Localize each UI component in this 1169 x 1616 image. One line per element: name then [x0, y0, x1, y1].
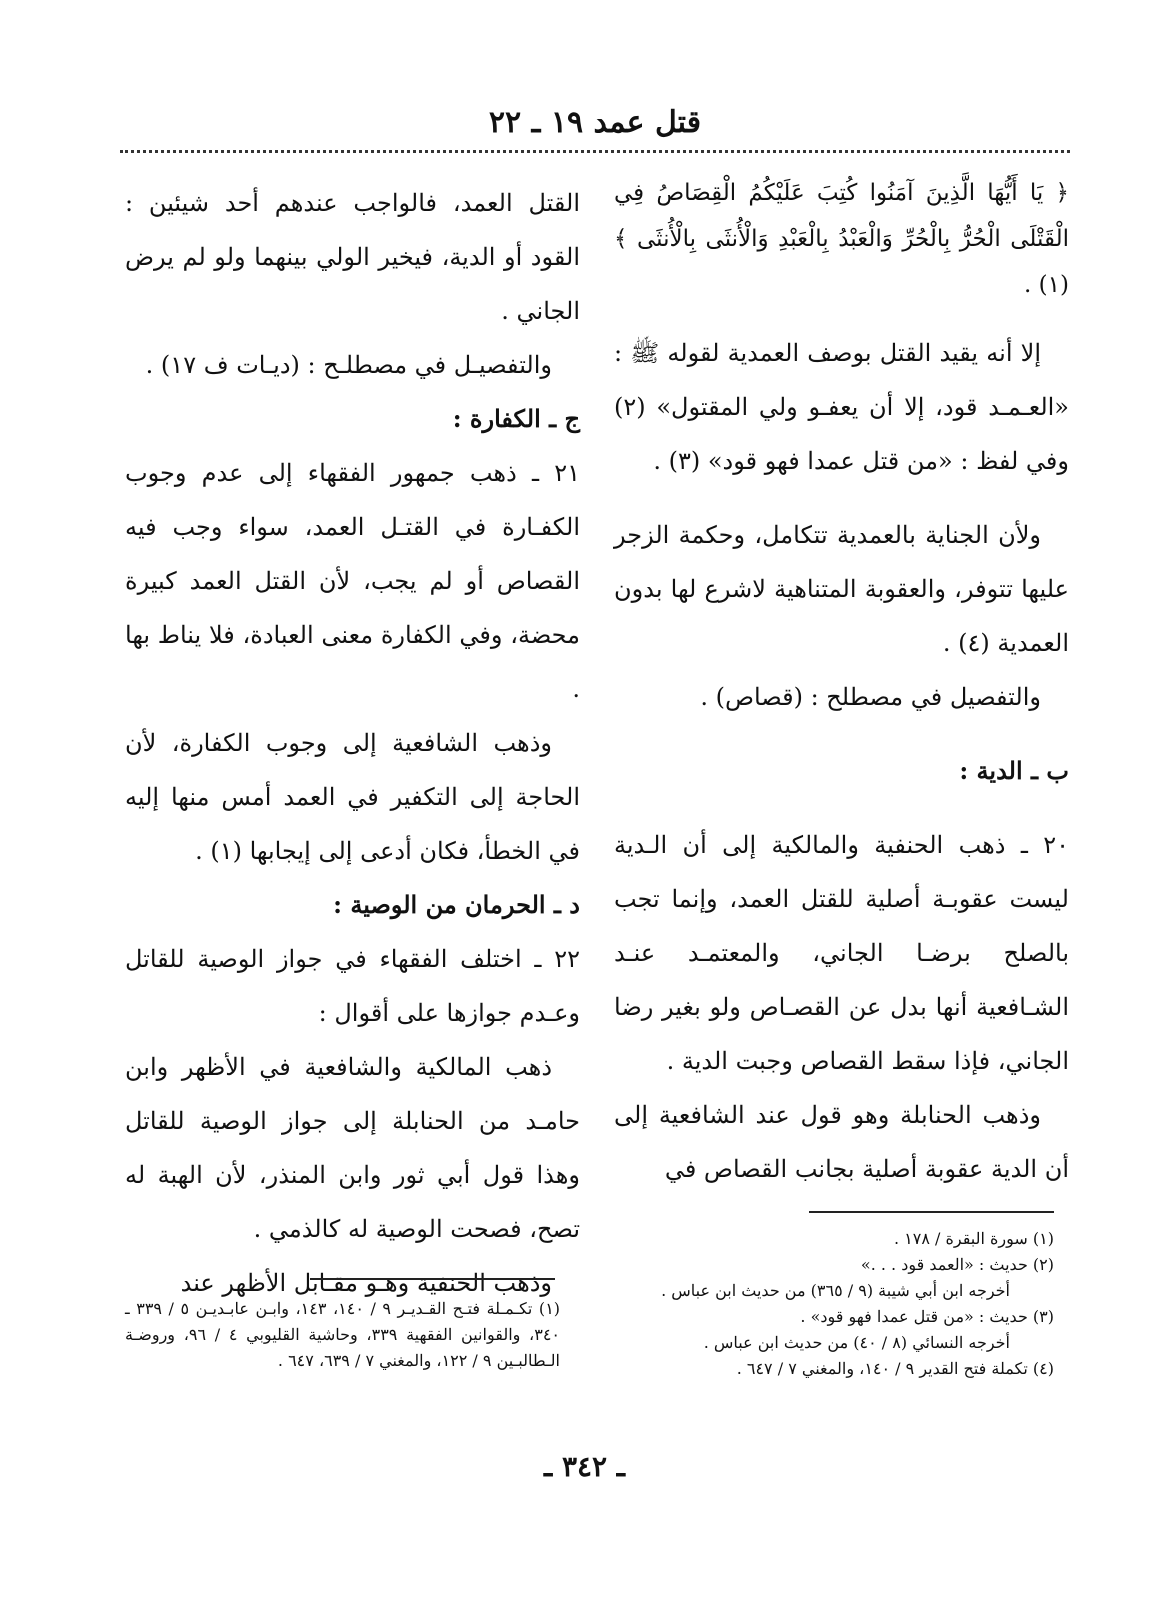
footnote: (٢) حديث : «العمد قود . . .»: [860, 1255, 1054, 1274]
paragraph: وذهب الحنفية وهـو مقـابل الأظهر عند: [180, 1269, 552, 1297]
footnote: (١) سورة البقرة / ١٧٨ .: [893, 1229, 1054, 1248]
footnote: (٤) تكملة فتح القدير ٩ / ١٤٠، والمغني ٧ / ٦٤٧ .: [736, 1359, 1054, 1378]
footnote-divider: [310, 1278, 555, 1280]
footnotes-right: [599, 1226, 1054, 1382]
paragraph: والتفصيل في مصطلح : (قصاص) .: [700, 683, 1041, 711]
section-heading: ب ـ الدية :: [959, 756, 1069, 785]
right-column: [614, 170, 1069, 1196]
paragraph: ٢١ ـ ذهب جمهور الفقهاء إلى عدم وجوب الكفـارة في القتـل العمد، سواء وجب فيه القصاص أو لم يجب، لأن القتل العمد كبيرة محضة، وفي الكفارة معنى العبادة، فلا يناط بها .: [125, 459, 580, 703]
left-column: [125, 176, 580, 1310]
paragraph: ٢٠ ـ ذهب الحنفية والمالكية إلى أن الـدية ليست عقوبـة أصلية للقتل العمد، وإنما تجب بالصلح برضـا الجاني، والمعتمـد عنـد الشـافعية أنها بدل عن القصـاص ولو بغير رضا الجاني، فإذا سقط القصاص وجبت الدية .: [614, 831, 1069, 1075]
paragraph: القتل العمد، فالواجب عندهم أحد شيئين : القود أو الدية، فيخير الولي بينهما ولو لم يرض الجاني .: [125, 189, 580, 325]
footnote-source: أخرجه النسائي (٨ / ٤٠) من حديث ابن عباس .: [703, 1333, 1010, 1352]
paragraph: والتفصيـل في مصطلـح : (ديـات ف ١٧) .: [145, 351, 552, 379]
section-heading: ج ـ الكفارة :: [452, 404, 580, 433]
paragraph: ذهب المالكية والشافعية في الأظهر وابن حامـد من الحنابلة إلى جواز الوصية للقاتل وهذا قول أبي ثور وابن المنذر، لأن الهبة له تصح، فصحت الوصية له كالذمي .: [125, 1053, 580, 1243]
paragraph: ولأن الجناية بالعمدية تتكامل، وحكمة الزجر عليها تتوفر، والعقوبة المتناهية لاشرع لها بدون العمدية (٤) .: [614, 521, 1069, 657]
paragraph: ٢٢ ـ اختلف الفقهاء في جواز الوصية للقاتل وعـدم جوازها على أقوال :: [125, 945, 580, 1027]
paragraph: وذهب الحنابلة وهو قول عند الشافعية إلى أن الدية عقوبة أصلية بجانب القصاص في: [614, 1101, 1069, 1183]
footnote-source: أخرجه ابن أبي شيبة (٩ / ٣٦٥) من حديث ابن عباس .: [661, 1281, 1010, 1300]
page-title: قتل عمد ١٩ ـ ٢٢: [488, 105, 702, 140]
footnote: (٣) حديث : «من قتل عمدا فهو قود» .: [800, 1307, 1054, 1326]
paragraph: إلا أنه يقيد القتل بوصف العمدية لقوله ﷺ : «العـمـد قود، إلا أن يعفـو ولي المقتول» (٢) وفي لفظ : «من قتل عمدا فهو قود» (٣) .: [614, 339, 1069, 475]
footnote: (١) تكـمـلة فتـح القـديـر ٩ / ١٤٠، ١٤٣، وابـن عابـديـن ٥ / ٣٣٩ ـ ٣٤٠، والقوانين الفقهية ٣٣٩، وحاشية القليوبي ٤ / ٩٦، وروضـة الـطالبـين ٩ / ١٢٢، والمغني ٧ / ٦٣٩، ٦٤٧ .: [125, 1299, 561, 1370]
section-heading: د ـ الحرمان من الوصية :: [333, 890, 580, 919]
quran-verse: ﴿ يَا أَيُّهَا الَّذِينَ آمَنُوا كُتِبَ عَلَيْكُمُ الْقِصَاصُ فِي الْقَتْلَى الْحُرُّ بِالْحُرِّ وَالْعَبْدُ بِالْعَبْدِ وَالْأُنثَى بِالْأُنثَى ﴾ (١) .: [614, 180, 1069, 298]
header-divider: [120, 150, 1070, 153]
paragraph: وذهب الشافعية إلى وجوب الكفارة، لأن الحاجة إلى التكفير في العمد أمس منها إليه في الخطأ، فكان أدعى إلى إيجابها (١) .: [125, 729, 580, 865]
footnotes-left: [125, 1296, 560, 1374]
page-number: ـ ٣٤٢ ـ: [543, 1450, 626, 1483]
footnote-divider: [809, 1211, 1054, 1213]
